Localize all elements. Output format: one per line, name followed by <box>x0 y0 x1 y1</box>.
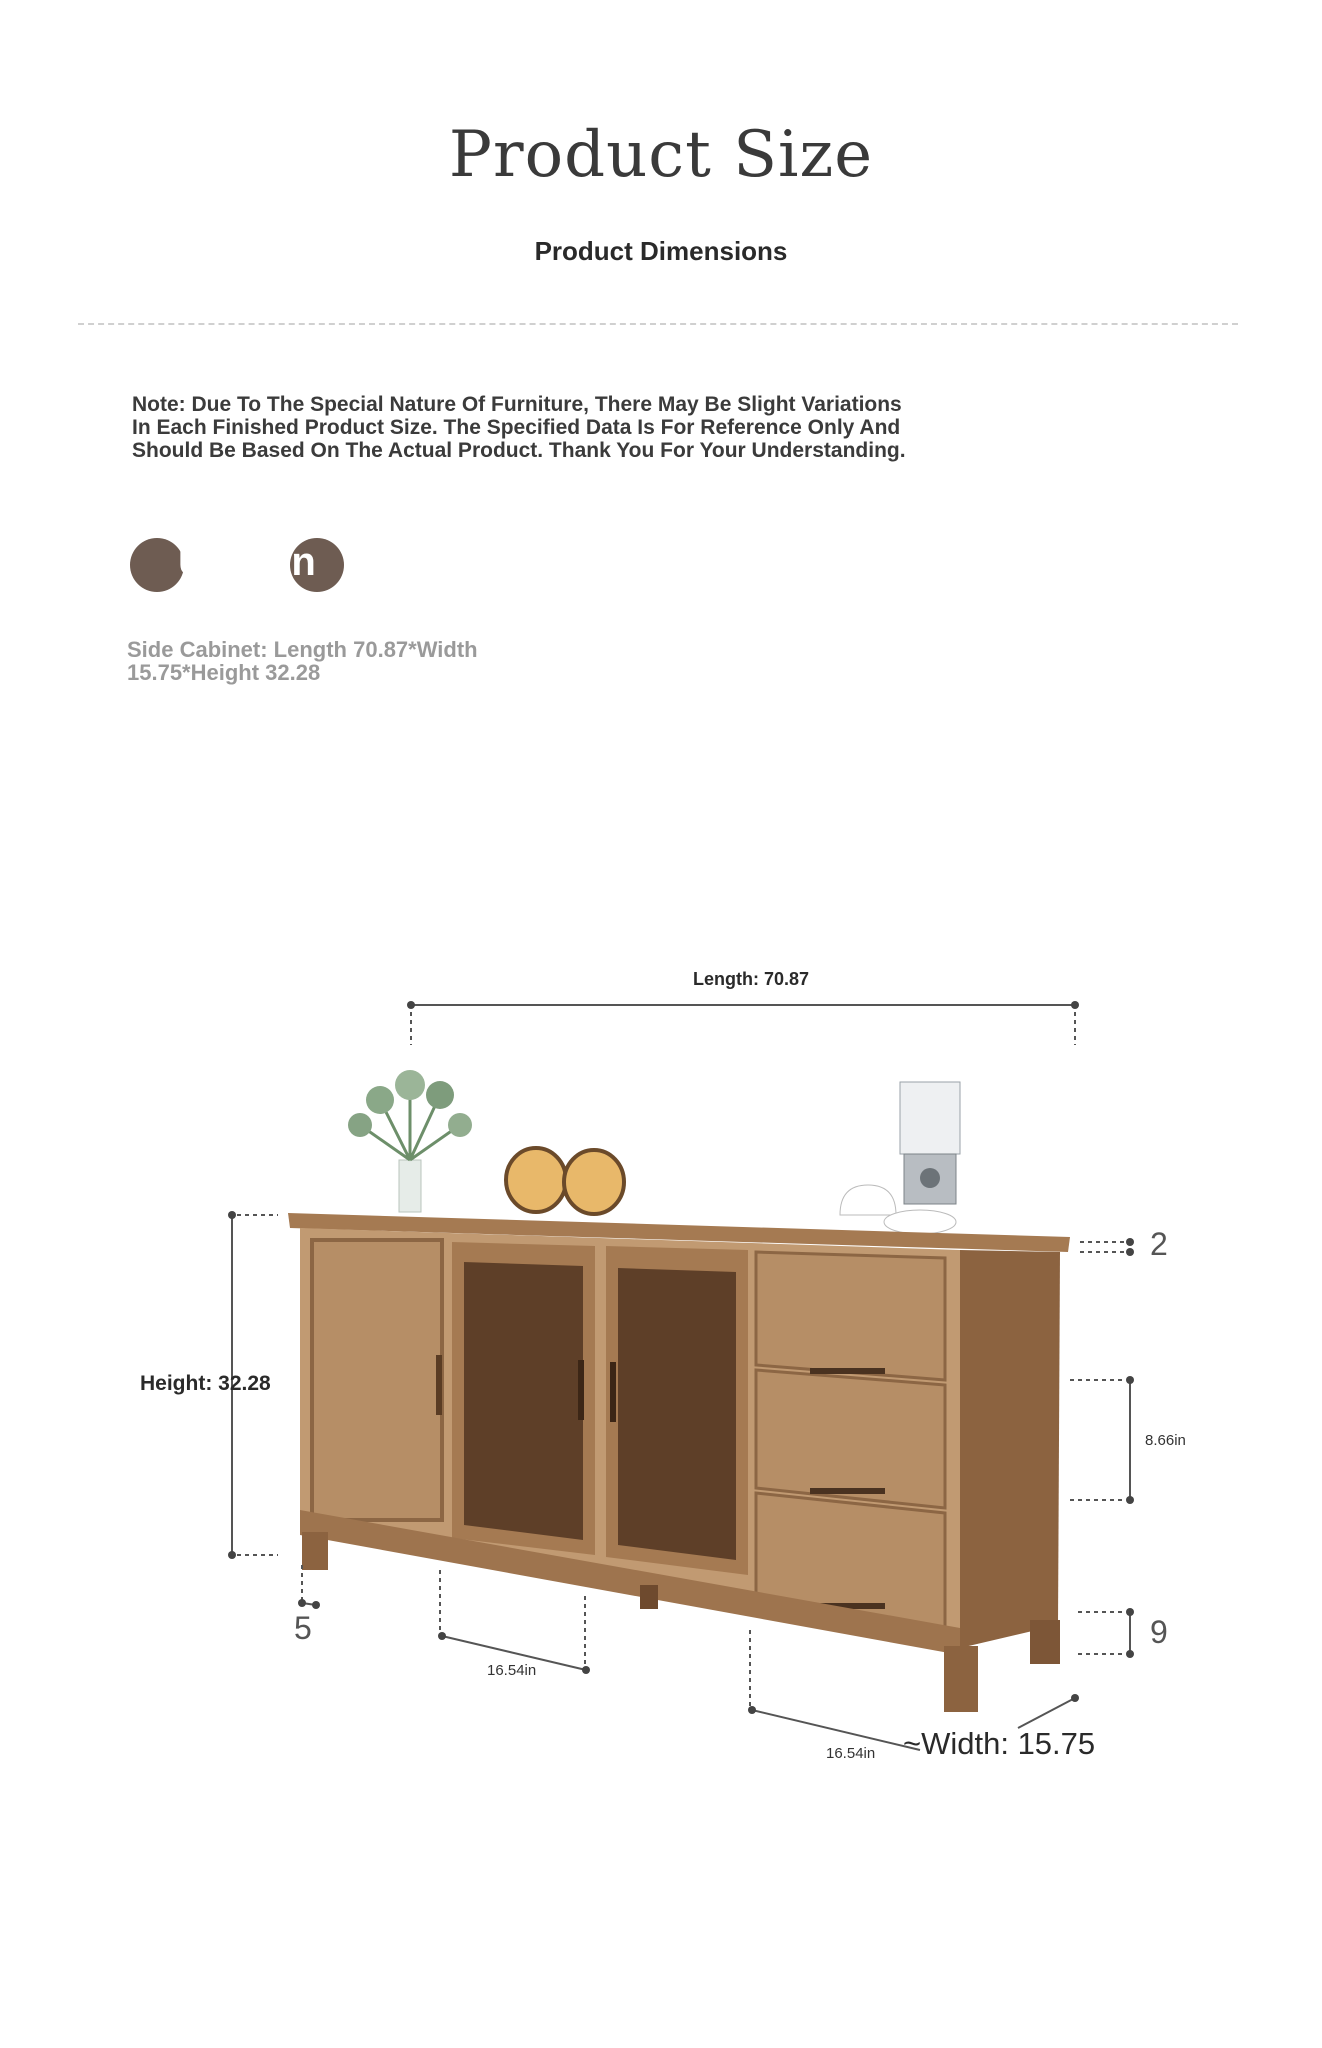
top-thickness-label: 2 <box>1150 1226 1168 1262</box>
length-label: Length: 70.87 <box>693 969 810 989</box>
blender-decoration <box>840 1082 960 1234</box>
plates-decoration <box>506 1148 624 1214</box>
height-label: Height: 32.28 <box>140 1372 271 1395</box>
cabinet-body <box>288 1213 1070 1712</box>
drawer-height-label: 8.66in <box>1145 1432 1186 1449</box>
furniture-note: Note: Due To The Special Nature Of Furniture, There May Be Slight Variations In Each Finished Product Size. The Specified Data Is For Reference Only And Should Be Based On The Actual Product. Thank You For Your Understanding. <box>132 393 906 462</box>
door-width-label-1: 16.54in <box>487 1662 537 1679</box>
page-title: Product Size <box>448 118 874 192</box>
plant-decoration <box>348 1070 472 1212</box>
cabinet-dimensions-text: Side Cabinet: Length 70.87*Width 15.75*Height 32.28 <box>127 637 478 685</box>
door-width-label-2: 16.54in <box>826 1745 876 1762</box>
width-label: ~Width: 15.75 <box>903 1726 1096 1761</box>
leg-width-label: 5 <box>294 1610 312 1646</box>
unit-label-main: Unit: i <box>178 540 292 584</box>
unit-label-suffix: n <box>291 540 316 584</box>
leg-height-label: 9 <box>1150 1614 1168 1650</box>
page-subtitle: Product Dimensions <box>534 236 788 266</box>
